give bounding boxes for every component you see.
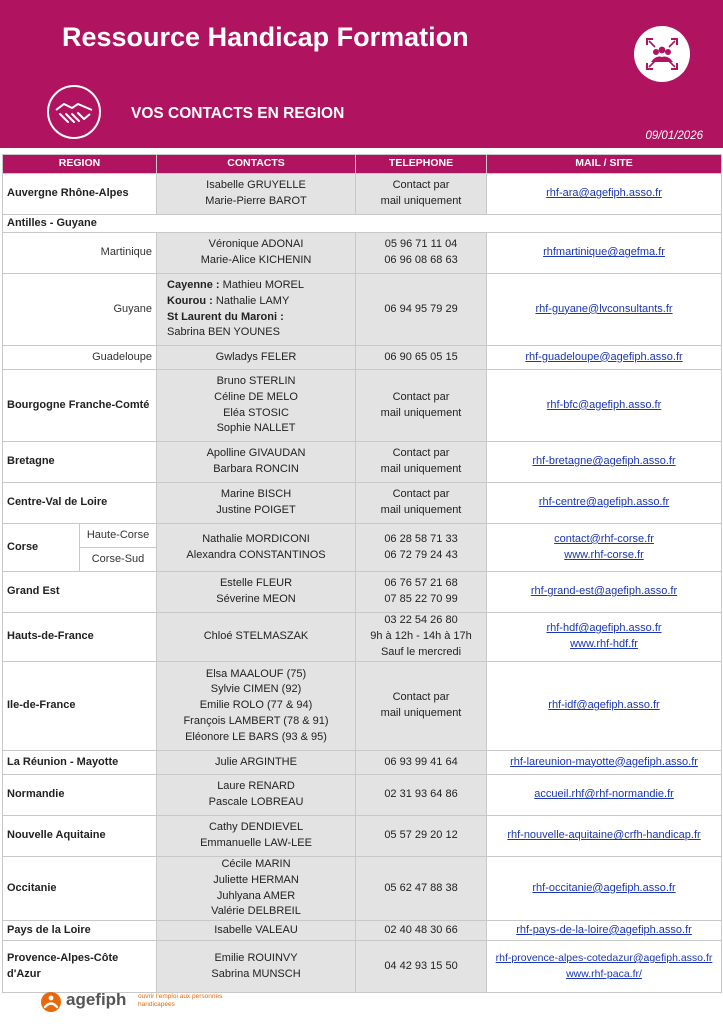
contact-name: Estelle FLEUR — [219, 577, 293, 590]
table-row — [3, 524, 722, 548]
phone-line: 04 42 93 15 50 — [384, 959, 458, 972]
contact-name: Isabelle VALEAU — [214, 923, 298, 936]
contact-name: Elsa MAALOUF (75) — [205, 667, 307, 680]
contact-location-label: Cayenne : — [167, 278, 220, 291]
table-row — [3, 346, 722, 370]
contact-line — [167, 310, 351, 326]
contact-location-label: St Laurent du Maroni : — [167, 310, 284, 323]
email-link[interactable]: rhf-provence-alpes-cotedazur@agefiph.asso.fr — [495, 951, 713, 964]
phone-cell — [356, 233, 487, 274]
footer-tagline: ouvrir l'emploi aux personnes handicapées — [138, 993, 223, 1008]
region-name: Centre-Val de Loire — [3, 483, 157, 524]
contact-name: Marie-Alice KICHENIN — [200, 254, 312, 266]
phone-line: Sauf le mercredi — [380, 645, 462, 658]
table-row — [3, 483, 722, 524]
email-link[interactable]: rhf-bretagne@agefiph.asso.fr — [532, 455, 676, 468]
mail-cell — [487, 233, 722, 274]
mail-cell — [487, 483, 722, 524]
contact-name: Sophie NALLET — [216, 422, 296, 435]
contacts-cell — [157, 613, 356, 662]
website-link[interactable]: www.rhf-paca.fr/ — [566, 967, 642, 980]
phone-cell — [356, 370, 487, 442]
region-name: La Réunion - Mayotte — [3, 751, 157, 775]
subregion-name: Martinique — [3, 233, 157, 274]
table-row — [3, 751, 722, 775]
contacts-cell — [157, 524, 356, 572]
column-header-telephone: TELEPHONE — [356, 155, 487, 174]
contacts-cell — [157, 751, 356, 775]
table-row — [3, 442, 722, 483]
contact-name: Nathalie MORDICONI — [202, 532, 310, 545]
mail-cell — [487, 572, 722, 613]
contact-name: Emilie ROUINVY — [214, 951, 298, 964]
column-header-mail: MAIL / SITE — [487, 155, 722, 174]
table-header-row — [3, 155, 722, 174]
phone-cell — [356, 662, 487, 751]
email-link[interactable]: rhf-guyane@lvconsultants.fr — [535, 302, 673, 315]
subregion-name: Guadeloupe — [3, 346, 157, 370]
contacts-table — [2, 154, 722, 993]
table-row — [3, 941, 722, 993]
contact-name: Séverine MEON — [216, 593, 296, 605]
phone-line: 06 96 08 68 63 — [384, 254, 458, 266]
footer-brand: agefiph — [66, 990, 127, 1009]
mail-cell — [487, 775, 722, 816]
contact-name: Chloé STELMASZAK — [203, 630, 309, 643]
email-link[interactable]: rhf-occitanie@agefiph.asso.fr — [532, 881, 676, 894]
contact-name: Juliette HERMAN — [213, 873, 299, 886]
mail-cell — [487, 816, 722, 857]
contacts-cell — [157, 816, 356, 857]
contact-name: Bruno STERLIN — [216, 374, 296, 387]
phone-cell — [356, 613, 487, 662]
phone-line: mail uniquement — [380, 463, 462, 475]
table-row — [3, 233, 722, 274]
page-subtitle: VOS CONTACTS EN REGION — [131, 105, 345, 122]
phone-line: 05 57 29 20 12 — [384, 829, 458, 842]
phone-line: 06 76 57 21 68 — [384, 577, 458, 590]
contact-name: Gwladys FELER — [215, 350, 297, 363]
column-header-region: REGION — [3, 155, 157, 174]
phone-cell — [356, 346, 487, 370]
phone-line: 07 85 22 70 99 — [384, 593, 458, 605]
phone-line: 06 28 58 71 33 — [384, 532, 458, 545]
phone-line: 9h à 12h - 14h à 17h — [370, 630, 472, 643]
region-name: Auvergne Rhône-Alpes — [3, 174, 157, 215]
table-row — [3, 921, 722, 941]
contact-name: Barbara RONCIN — [213, 463, 299, 475]
phone-line: 06 90 65 05 15 — [384, 350, 458, 363]
email-link[interactable]: rhf-nouvelle-aquitaine@crfh-handicap.fr — [507, 829, 701, 842]
contact-name: Sylvie CIMEN (92) — [210, 683, 302, 696]
email-link[interactable]: rhf-lareunion-mayotte@agefiph.asso.fr — [510, 755, 698, 768]
contact-name: Sabrina MUNSCH — [211, 967, 301, 980]
contacts-cell — [157, 941, 356, 993]
phone-line: Contact par — [392, 447, 450, 460]
contact-name: Emilie ROLO (77 & 94) — [199, 699, 313, 712]
contact-name: Marie-Pierre BAROT — [205, 195, 307, 207]
contact-name: Nathalie LAMY — [215, 294, 290, 307]
email-link[interactable]: rhfmartinique@agefma.fr — [543, 246, 665, 259]
table-row — [3, 274, 722, 346]
contact-line — [167, 278, 351, 294]
table-row — [3, 857, 722, 921]
contact-name: Isabelle GRUYELLE — [206, 179, 306, 192]
phone-line: mail uniquement — [380, 406, 462, 419]
handshake-icon — [46, 84, 102, 140]
contact-name: Eléonore LE BARS (93 & 95) — [185, 730, 327, 743]
website-link[interactable]: www.rhf-hdf.fr — [570, 638, 638, 650]
contact-name: Cathy DENDIEVEL — [208, 821, 304, 834]
contacts-cell — [157, 775, 356, 816]
phone-line: mail uniquement — [380, 504, 462, 516]
email-link[interactable]: rhf-idf@agefiph.asso.fr — [548, 699, 660, 712]
people-target-icon — [634, 26, 690, 82]
email-link[interactable]: accueil.rhf@rhf-normandie.fr — [534, 788, 674, 801]
phone-line: 03 22 54 26 80 — [384, 614, 458, 627]
phone-line: Contact par — [392, 488, 450, 501]
table-row — [3, 613, 722, 662]
email-link[interactable]: rhf-guadeloupe@agefiph.asso.fr — [525, 350, 683, 363]
contacts-cell — [157, 370, 356, 442]
contact-name: Pascale LOBREAU — [208, 796, 304, 808]
mail-cell — [487, 442, 722, 483]
contact-name: Valérie DELBREIL — [211, 905, 301, 918]
contact-name: Laure RENARD — [217, 780, 295, 793]
table-row — [3, 662, 722, 751]
region-name: Grand Est — [3, 572, 157, 613]
email-link[interactable]: rhf-grand-est@agefiph.asso.fr — [530, 585, 678, 598]
phone-cell — [356, 941, 487, 993]
contact-name: Juhlyana AMER — [216, 889, 296, 902]
email-link[interactable]: rhf-centre@agefiph.asso.fr — [538, 496, 670, 509]
mail-cell — [487, 346, 722, 370]
mail-cell — [487, 613, 722, 662]
phone-line: mail uniquement — [380, 707, 462, 719]
contacts-cell — [157, 572, 356, 613]
contacts-cell — [157, 857, 356, 921]
contacts-cell — [157, 233, 356, 274]
phone-cell — [356, 751, 487, 775]
column-header-contacts: CONTACTS — [157, 155, 356, 174]
contact-name: Eléa STOSIC — [223, 406, 289, 419]
phone-line: 02 31 93 64 86 — [384, 788, 458, 801]
region-name: Nouvelle Aquitaine — [3, 816, 157, 857]
page-title: Ressource Handicap Formation — [62, 22, 469, 52]
phone-line: 06 93 99 41 64 — [384, 755, 458, 768]
contact-name: Emmanuelle LAW-LEE — [200, 837, 312, 849]
contact-name: François LAMBERT (78 & 91) — [183, 714, 329, 727]
header-banner — [0, 0, 723, 148]
contacts-cell — [157, 274, 356, 346]
table-row — [3, 775, 722, 816]
mail-cell — [487, 857, 722, 921]
phone-cell — [356, 524, 487, 572]
agefiph-logo-icon — [40, 991, 62, 1013]
mail-cell — [487, 751, 722, 775]
phone-cell — [356, 174, 487, 215]
phone-cell — [356, 921, 487, 941]
table-row — [3, 816, 722, 857]
phone-cell — [356, 274, 487, 346]
table-row — [3, 572, 722, 613]
email-link[interactable]: rhf-hdf@agefiph.asso.fr — [546, 622, 662, 635]
email-link[interactable]: rhf-pays-de-la-loire@agefiph.asso.fr — [516, 923, 692, 936]
region-name: Bourgogne Franche-Comté — [3, 370, 157, 442]
contact-line — [167, 325, 351, 341]
contact-name: Alexandra CONSTANTINOS — [186, 548, 326, 561]
email-link[interactable]: rhf-ara@agefiph.asso.fr — [546, 187, 662, 200]
contact-name: Véronique ADONAI — [208, 238, 304, 251]
contact-name: Marine BISCH — [220, 488, 292, 501]
mail-cell — [487, 174, 722, 215]
subregion-name: Haute-Corse — [80, 524, 157, 548]
mail-cell — [487, 662, 722, 751]
region-name: Ile-de-France — [3, 662, 157, 751]
phone-line: 05 96 71 11 04 — [384, 238, 458, 251]
contact-name: Apolline GIVAUDAN — [206, 447, 306, 460]
mail-cell — [487, 941, 722, 993]
subregion-name: Corse-Sud — [80, 548, 157, 572]
region-name: Pays de la Loire — [3, 921, 157, 941]
contact-location-label: Kourou : — [167, 294, 213, 307]
table-row — [3, 370, 722, 442]
phone-line: Contact par — [392, 390, 450, 403]
contact-name: Céline DE MELO — [214, 390, 298, 403]
contacts-cell — [157, 346, 356, 370]
contacts-cell — [157, 442, 356, 483]
phone-cell — [356, 775, 487, 816]
email-link[interactable]: contact@rhf-corse.fr — [554, 532, 654, 545]
phone-cell — [356, 816, 487, 857]
contact-name: Justine POIGET — [216, 504, 296, 516]
phone-cell — [356, 572, 487, 613]
contacts-cell — [157, 483, 356, 524]
contacts-cell — [157, 174, 356, 215]
phone-line: Contact par — [392, 179, 450, 192]
contact-name: Mathieu MOREL — [222, 278, 304, 291]
phone-line: 05 62 47 88 38 — [384, 881, 458, 894]
mail-cell — [487, 921, 722, 941]
phone-line: 06 94 95 79 29 — [384, 302, 458, 315]
email-link[interactable]: rhf-bfc@agefiph.asso.fr — [546, 398, 662, 411]
phone-cell — [356, 857, 487, 921]
contact-name: Sabrina BEN YOUNES — [167, 326, 280, 339]
phone-line: mail uniquement — [380, 195, 462, 207]
mail-cell — [487, 370, 722, 442]
table-row — [3, 174, 722, 215]
phone-line: Contact par — [392, 691, 450, 704]
phone-line: 06 72 79 24 43 — [384, 548, 458, 561]
phone-line: 02 40 48 30 66 — [384, 923, 458, 936]
subregion-name: Guyane — [3, 274, 157, 346]
document-date: 09/01/2026 — [645, 130, 703, 142]
website-link[interactable]: www.rhf-corse.fr — [564, 548, 644, 561]
phone-cell — [356, 483, 487, 524]
mail-cell — [487, 524, 722, 572]
contact-name: Cécile MARIN — [221, 858, 291, 870]
contacts-cell — [157, 662, 356, 751]
contact-line — [167, 294, 351, 310]
region-name: Hauts-de-France — [3, 613, 157, 662]
table-row — [3, 215, 722, 233]
region-name: Normandie — [3, 775, 157, 816]
region-name: Antilles - Guyane — [3, 215, 722, 233]
contacts-cell — [157, 921, 356, 941]
region-name: Bretagne — [3, 442, 157, 483]
mail-cell — [487, 274, 722, 346]
region-name: Provence-Alpes-Côte d'Azur — [3, 941, 157, 993]
region-name: Corse — [3, 524, 80, 572]
contact-name: Julie ARGINTHE — [215, 755, 297, 768]
region-name: Occitanie — [3, 857, 157, 921]
phone-cell — [356, 442, 487, 483]
